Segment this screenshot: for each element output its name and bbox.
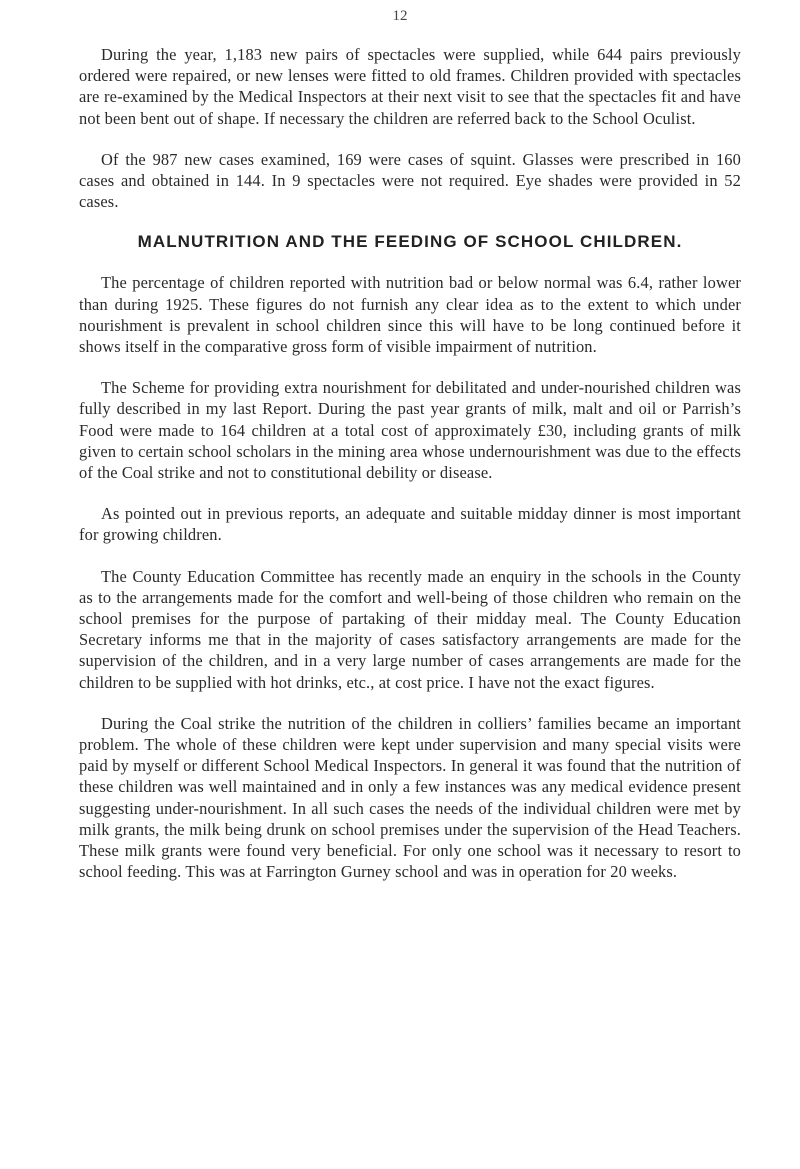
paragraph-midday-dinner: As pointed out in previous reports, an adequate and suitable midday dinner is most important for growing children. [79, 504, 741, 545]
paragraph-county-enquiry: The County Education Committee has recently made an enquiry in the schools in the County as to the arrangements made for the comfort and well-being of those children who remain on the school premises for the purpose of partaking of their midday meal. The County Education Secretary informs me that in the majority of cases satisfactory arrangements are made for the supervision of the children, and in a very large number of cases arrangements are made for the children to be supplied with hot drinks, etc., at cost price. I have not the exact figures. [79, 566, 741, 692]
document-body [79, 44, 741, 903]
page-number: 12 [392, 8, 408, 24]
paragraph-nourishment-scheme: The Scheme for providing extra nourishment for debilitated and under-nourished children was fully described in my last Report. During the past year grants of milk, malt and oil or Parrish’s Food were made to 164 children at a total cost of approximately £30, including grants of milk given to certain school scholars in the mining area whose undernourishment was due to the effects of the Coal strike and not to constitutional debility or disease. [79, 378, 741, 483]
paragraph-spectacles-supplied: During the year, 1,183 new pairs of spectacles were supplied, while 644 pairs previously ordered were repaired, or new lenses were fitted to old frames. Children provided with spectacles are re-examined by the Medical Inspectors at their next visit to see that the spectacles fit and have not been bent out of shape. If necessary the children are referred back to the School Oculist. [79, 45, 741, 128]
section-heading-malnutrition: MALNUTRITION AND THE FEEDING OF SCHOOL CHILDREN. [137, 232, 683, 252]
paragraph-squint-cases: Of the 987 new cases examined, 169 were cases of squint. Glasses were prescribed in 160 cases and obtained in 144. In 9 spectacles were not required. Eye shades were provided in 52 cases. [79, 149, 741, 212]
paragraph-coal-strike: During the Coal strike the nutrition of the children in colliers’ families became an important problem. The whole of these children were kept under supervision and many special visits were paid by myself or different School Medical Inspectors. In general it was found that the nutrition of these children was well maintained and in only a few instances was any medical evidence present suggesting under-nourishment. In all such cases the needs of the individual children were met by milk grants, the milk being drunk on school premises under the supervision of the Head Teachers. These milk grants were found very beneficial. For only one school was it necessary to resort to school feeding. This was at Farrington Gurney school and was in operation for 20 weeks. [79, 713, 741, 882]
paragraph-nutrition-percentage: The percentage of children reported with nutrition bad or below normal was 6.4, rather lower than during 1925. These figures do not furnish any clear idea as to the extent to which under nourishment is prevalent in school children since this will have to be long continued before it shows itself in the comparative gross form of visible impairment of nutrition. [79, 273, 741, 357]
